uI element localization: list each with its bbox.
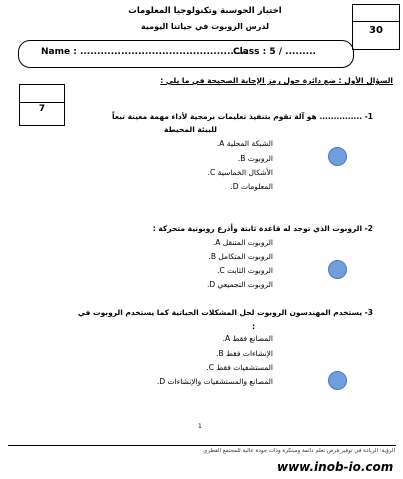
q2-option-b[interactable]: الروبوت المتكامل B. [208,252,273,261]
footer-divider [8,445,396,446]
question-2-text: 2- الروبوت الذي توجد له قاعدة ثابتة وأذرع روبوتية متحركة : [152,224,373,233]
section-score-blank [20,85,64,103]
total-score: 30 [369,25,383,36]
q2-option-c[interactable]: الروبوت الثابت C. [217,266,273,275]
question-1-text: 1- ............... هو آلة تقوم بتنفيذ تعليمات برمجية لأداء مهمة معينة تبعاً [112,112,373,121]
q3-option-c[interactable]: المستشفيات فقط C. [206,363,273,372]
student-info-box [18,40,354,68]
total-score-box [352,4,400,50]
website-link[interactable]: www.inob-io.com [277,460,394,474]
name-field-label: Name : ................................................. [41,47,248,57]
section-score: 7 [38,104,46,114]
class-field-label: Class : 5 / ......... [233,47,316,57]
q3-option-b[interactable]: الإنشاءات فقط B. [216,349,273,358]
q2-option-d[interactable]: الروبوت التجميعي D. [206,280,273,289]
q2-option-a[interactable]: الروبوت المتنقل A. [212,238,273,247]
answer-circle-q2 [328,260,347,279]
section-instruction [63,76,393,85]
exam-title: اختبار الحوسبة وتكنولوجيا المعلومات [128,6,282,16]
exam-subtitle: لدرس الروبوت في حياتنا اليومية [141,22,269,31]
q1-option-a[interactable]: الشبكة المحلية A. [216,139,273,148]
question-1-text-cont: للبيئة المحيطة [164,125,217,134]
question-3-text: 3- يستخدم المهندسون الروبوت لحل المشكلات الحياتية كما يستخدم الروبوت في [77,308,373,317]
answer-circle-q1 [328,147,347,166]
q1-option-d[interactable]: المعلومات D. [230,182,273,191]
question-3-text-cont: : [252,322,255,331]
score-box-blank [353,5,399,22]
instruction-text: السؤال الأول : ضع دائرة حول رمز الإجابة الصحيحة في ما يلي : [160,76,393,85]
footer-vision: الرؤية: الريادة في توفير فرص تعلم دائمة ومبتكرة وذات جودة عالية للمجتمع القطري [203,448,395,454]
section-score-box [19,84,65,126]
q1-option-c[interactable]: الأشكال الخماسية C. [207,168,273,177]
q3-option-a[interactable]: المصانع فقط A. [222,334,273,343]
q3-option-d[interactable]: المصانع والمستشفيات والإنشاءات D. [157,377,273,386]
q1-option-b[interactable]: الروبوت B. [237,154,273,163]
answer-circle-q3 [328,371,347,390]
page-number: 1 [198,423,202,430]
